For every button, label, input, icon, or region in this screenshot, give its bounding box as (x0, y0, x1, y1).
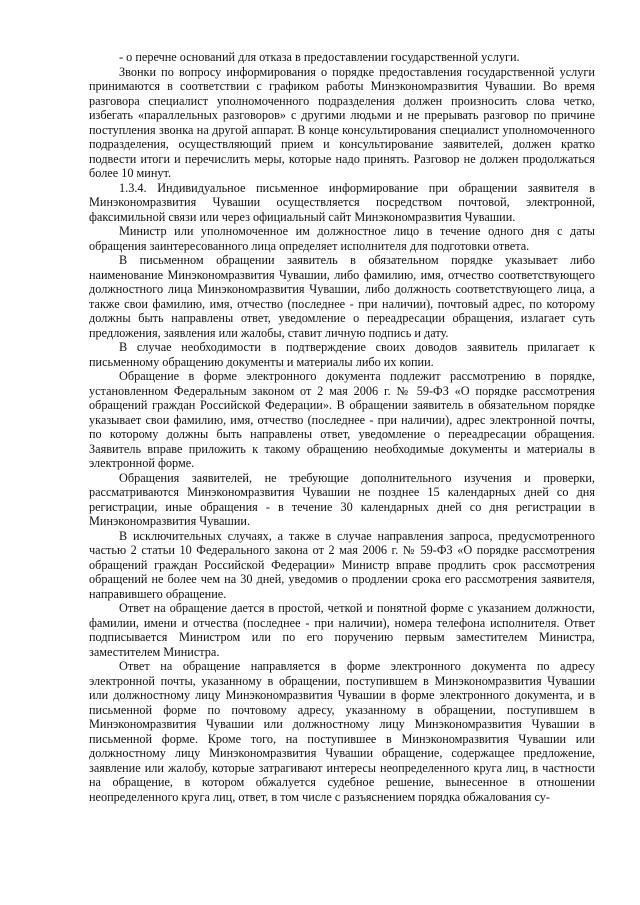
paragraph-written-request: В письменном обращении заявитель в обязательном порядке указывает либо наименование Минэкономразвития Чувашии, либо фамилию, имя, отчество соответствующего должностного лица Минэкономразвития Чувашии, либо должность соответствующего лица, а также свои фамилию, имя, отчество (последнее - при наличии), почтовый адрес, по которому должны быть направлены ответ, уведомление о переадресации обращения, излагает суть предложения, заявления или жалобы, ставит личную подпись и дату. (89, 253, 595, 340)
paragraph-answer-delivery: Ответ на обращение направляется в форме электронного документа по адресу электронной почты, указанному в обращении, поступившем в Минэкономразвития Чувашии или должностному лицу Минэкономразвития Чувашии в форме электронного документа, и в письменной форме по почтовому адресу, указанному в обращении, поступившем в Минэкономразвития Чувашии или должностному лицу Минэкономразвития Чувашии в письменной форме. Кроме того, на поступившее в Минэкономразвития Чувашии или должностному лицу Минэкономразвития Чувашии обращение, содержащее предложение, заявление или жалобу, которые затрагивают интересы неопределенного круга лиц, в частности на обращение, в котором обжалуется судебное решение, вынесенное в отношении неопределенного круга лиц, ответ, в том числе с разъяснением порядка обжалования су- (89, 659, 595, 804)
paragraph-electronic-request: Обращение в форме электронного документа подлежит рассмотрению в порядке, установленном Федеральным законом от 2 мая 2006 г. № 59-ФЗ «О порядке рассмотрения обращений граждан Российской Федерации». В обращении заявитель в обязательном порядке указывает свои фамилию, имя, отчество (последнее - при наличии), адрес электронной почты, по которому должны быть направлены ответ, уведомление о переадресации обращения. Заявитель вправе приложить к такому обращению необходимые документы и материалы в электронной форме. (89, 369, 595, 470)
paragraph-phone-calls: Звонки по вопросу информирования о порядке предоставления государственной услуги принимаются в соответствии с графиком работы Минэкономразвития Чувашии. Во время разговора специалист уполномоченного подразделения должен произносить слова четко, избегать «параллельных разговоров» с другими людьми и не прерывать разговор по причине поступления звонка на другой аппарат. В конце консультирования специалист уполномоченного подразделения, осуществляющий прием и консультирование заявителей, должен кратко подвести итоги и перечислить меры, которые надо принять. Разговор не должен продолжаться более 10 минут. (89, 64, 595, 180)
paragraph-attachments: В случае необходимости в подтверждение своих доводов заявитель прилагает к письменному обращению документы и материалы либо их копии. (89, 340, 595, 369)
paragraph-refusal-grounds: - о перечне оснований для отказа в предоставлении государственной услуги. (119, 50, 520, 64)
paragraph-minister-assigns: Министр или уполномоченное им должностное лицо в течение одного дня с даты обращения заинтересованного лица определяет исполнителя для подготовки ответа. (89, 224, 595, 253)
paragraph-exceptional-cases: В исключительных случаях, а также в случае направления запроса, предусмотренного частью 2 статьи 10 Федерального закона от 2 мая 2006 г. № 59-ФЗ «О порядке рассмотрения обращений граждан Российской Федерации» Министр вправе продлить срок рассмотрения обращений не более чем на 30 дней, уведомив о продлении срока его рассмотрения заявителя, направившего обращение. (89, 528, 595, 601)
paragraph-written-informing: 1.3.4. Индивидуальное письменное информирование при обращении заявителя в Минэкономразвития Чувашии осуществляется посредством почтовой, электронной, факсимильной связи или через официальный сайт Минэкономразвития Чувашии. (89, 180, 595, 224)
paragraph-answer-form: Ответ на обращение дается в простой, четкой и понятной форме с указанием должности, фамилии, имени и отчества (последнее - при наличии), номера телефона исполнителя. Ответ подписывается Министром или по его поручению первым заместителем Министра, заместителем Министра. (89, 601, 595, 659)
paragraph-review-terms: Обращения заявителей, не требующие дополнительного изучения и проверки, рассматриваются Минэкономразвития Чувашии не позднее 15 календарных дней со дня регистрации, иные обращения - в течение 30 календарных дней со дня регистрации в Минэкономразвития Чувашии. (89, 470, 595, 528)
document-page (89, 50, 595, 804)
